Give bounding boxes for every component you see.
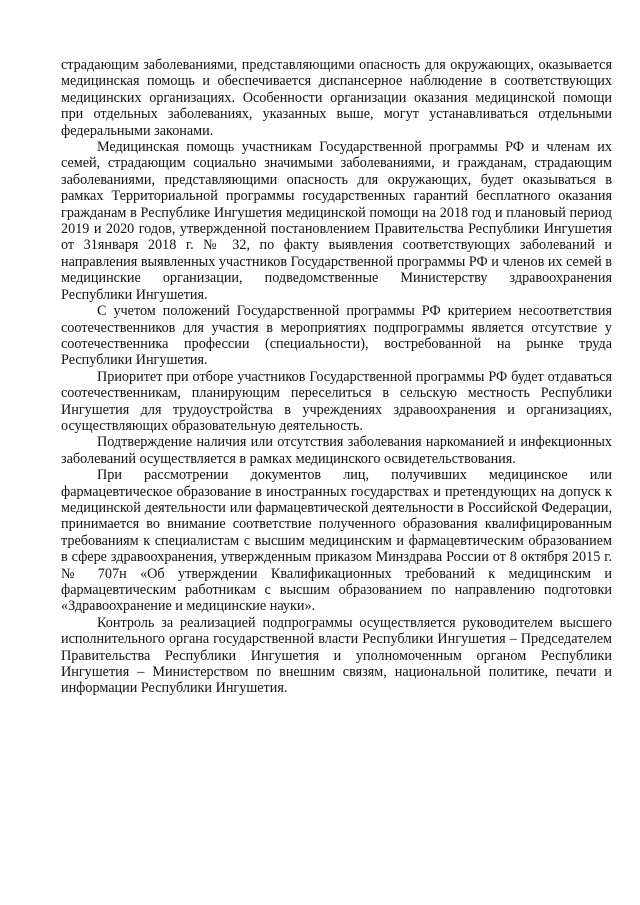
paragraph-medical-care: Медицинская помощь участникам Государственной программы РФ и членам их семей, страдающим социально значимыми заболеваниями, и гражданам, страдающим заболеваниями, представляющими опасность для окружающих, будет оказываться в рамках Территориальной программы государственных гарантий бесплатного оказания гражданам в Республике Ингушетия медицинской помощи на 2018 год и плановый период 2019 и 2020 годов, утвержденной постановлением Правительства Республики Ингушетия от 31января 2018 г. № 32, по факту выявления соответствующих заболеваний и направления выявленных участников Государственной программы РФ и членов их семей в медицинские организации, подведомственные Министерству здравоохранения Республики Ингушетия. [61, 139, 612, 303]
paragraph-foreign-education: При рассмотрении документов лиц, получивших медицинское или фармацевтическое образование в иностранных государствах и претендующих на допуск к медицинской деятельности или фармацевтической деятельности в Российской Федерации, принимается во внимание соответствие полученного образования квалифицированным требованиям к специалистам с высшим медицинским и фармацевтическим образованием в сфере здравоохранения, утвержденным приказом Минздрава России от 8 октября 2015 г. № 707н «Об утверждении Квалификационных требований к медицинским и фармацевтическим работникам с высшим образованием по направлению подготовки «Здравоохранение и медицинские науки». [61, 467, 612, 615]
paragraph-control: Контроль за реализацией подпрограммы осуществляется руководителем высшего исполнительного органа государственной власти Республики Ингушетия – Председателем Правительства Республики Ингушетия и уполномоченным органом Республики Ингушетия – Министерством по внешним связям, национальной политике, печати и информации Республики Ингушетия. [61, 614, 612, 697]
paragraph-criteria: С учетом положений Государственной программы РФ критерием несоответствия соотечественников для участия в мероприятиях подпрограммы является отсутствие у соотечественника профессии (специальности), востребованной на рынке труда Республики Ингушетия. [61, 303, 612, 369]
document-page [61, 57, 612, 697]
paragraph-confirmation: Подтверждение наличия или отсутствия заболевания наркоманией и инфекционных заболеваний осуществляется в рамках медицинского освидетельствования. [61, 434, 612, 467]
paragraph-priority: Приоритет при отборе участников Государственной программы РФ будет отдаваться соотечественникам, планирующим переселиться в сельскую местность Республики Ингушетия для трудоустройства в учреждениях здравоохранения и организациях, осуществляющих образовательную деятельность. [61, 368, 612, 434]
paragraph-continuation: страдающим заболеваниями, представляющими опасность для окружающих, оказывается медицинская помощь и обеспечивается диспансерное наблюдение в соответствующих медицинских организациях. Особенности организации оказания медицинской помощи при отдельных заболеваниях, указанных выше, могут устанавливаться отдельными федеральными законами. [61, 57, 612, 139]
